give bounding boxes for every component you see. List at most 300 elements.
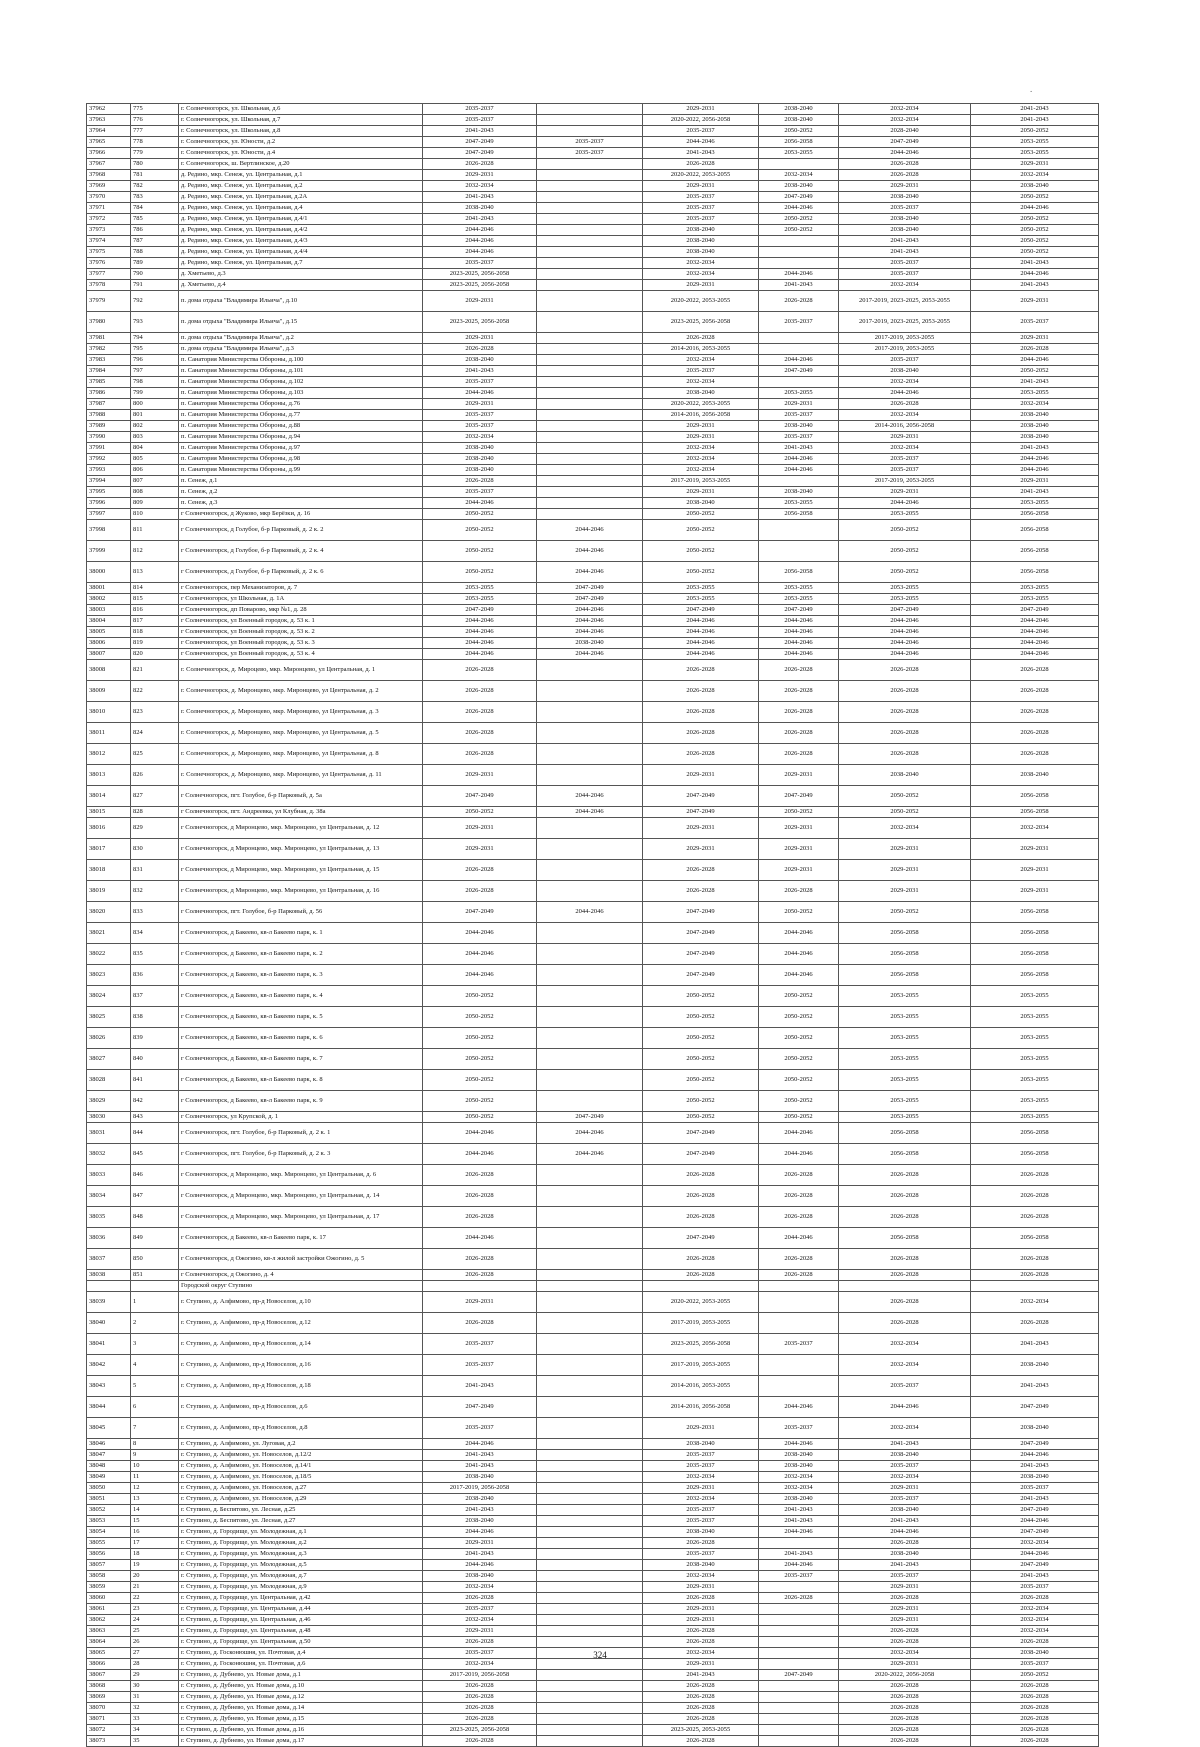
cell-period-3: 2050-2052: [643, 986, 759, 1007]
cell-period-3: 2041-2043: [643, 1670, 759, 1681]
cell-period-6: 2050-2052: [971, 126, 1099, 137]
cell-item-number: 843: [131, 1112, 179, 1123]
cell-item-number: 821: [131, 660, 179, 681]
cell-item-number: 838: [131, 1007, 179, 1028]
cell-address: п. Санатория Министерства Обороны, д.101: [179, 366, 423, 377]
cell-period-1: 2041-2043: [423, 1450, 537, 1461]
cell-period-6: 2038-2040: [971, 1418, 1099, 1439]
cell-period-5: 2053-2055: [839, 1049, 971, 1070]
cell-period-6: 2038-2040: [971, 410, 1099, 421]
cell-period-1: 2026-2028: [423, 681, 537, 702]
cell-period-6: 2044-2046: [971, 627, 1099, 638]
table-row: [87, 944, 1099, 965]
cell-period-6: 2056-2058: [971, 1228, 1099, 1249]
cell-period-6: 2056-2058: [971, 562, 1099, 583]
cell-period-3: 2029-2031: [643, 1659, 759, 1670]
cell-period-4: 2050-2052: [759, 1028, 839, 1049]
cell-row-id: 37986: [87, 388, 131, 399]
table-row: [87, 1681, 1099, 1692]
cell-address: д. Редино, мкр. Сенеж, ул. Центральная, д.4/3: [179, 236, 423, 247]
cell-period-6: 2026-2028: [971, 1703, 1099, 1714]
cell-period-2: [537, 1028, 643, 1049]
cell-address: п. Сенеж, д.2: [179, 487, 423, 498]
cell-period-2: [537, 498, 643, 509]
cell-period-4: 2041-2043: [759, 280, 839, 291]
cell-item-number: 28: [131, 1659, 179, 1670]
cell-period-1: 2047-2049: [423, 786, 537, 807]
cell-period-1: 2044-2046: [423, 247, 537, 258]
cell-period-5: 2056-2058: [839, 1123, 971, 1144]
cell-row-id: 38009: [87, 681, 131, 702]
cell-period-5: 2026-2028: [839, 1681, 971, 1692]
cell-period-3: 2020-2022, 2053-2055: [643, 1292, 759, 1313]
cell-period-6: 2038-2040: [971, 421, 1099, 432]
cell-address: г Солнечногорск, д Бакеево, кв-л Бакеево парк, к. 4: [179, 986, 423, 1007]
cell-period-5: 2026-2028: [839, 399, 971, 410]
table-row: [87, 1714, 1099, 1725]
cell-period-2: [537, 1070, 643, 1091]
cell-row-id: 38066: [87, 1659, 131, 1670]
cell-item-number: 3: [131, 1334, 179, 1355]
cell-period-5: 2029-2031: [839, 1582, 971, 1593]
cell-period-2: [537, 181, 643, 192]
cell-period-3: 2035-2037: [643, 1549, 759, 1560]
cell-period-5: 2050-2052: [839, 786, 971, 807]
cell-period-1: 2044-2046: [423, 1527, 537, 1538]
cell-period-2: [537, 881, 643, 902]
cell-period-4: 2035-2037: [759, 1571, 839, 1582]
cell-address: д. Редино, мкр. Сенеж, ул. Центральная, д.4/2: [179, 225, 423, 236]
cell-period-4: 2038-2040: [759, 115, 839, 126]
cell-row-id: 38025: [87, 1007, 131, 1028]
cell-period-5: 2056-2058: [839, 965, 971, 986]
cell-period-5: 2026-2028: [839, 1249, 971, 1270]
cell-row-id: 38070: [87, 1703, 131, 1714]
cell-period-5: 2020-2022, 2056-2058: [839, 1670, 971, 1681]
cell-item-number: 844: [131, 1123, 179, 1144]
cell-period-5: 2029-2031: [839, 860, 971, 881]
cell-period-4: [759, 520, 839, 541]
cell-address: г. Ступино, д. Алфимово, пр-д Новоселов, д.10: [179, 1292, 423, 1313]
cell-period-6: 2026-2028: [971, 1593, 1099, 1604]
cell-period-5: 2053-2055: [839, 986, 971, 1007]
cell-period-6: 2026-2028: [971, 1637, 1099, 1648]
cell-period-4: 2053-2055: [759, 148, 839, 159]
cell-period-1: 2047-2049: [423, 137, 537, 148]
cell-row-id: 37978: [87, 280, 131, 291]
cell-period-3: 2014-2016, 2053-2055: [643, 344, 759, 355]
cell-period-6: 2035-2037: [971, 1483, 1099, 1494]
cell-row-id: 38019: [87, 881, 131, 902]
cell-address: д. Хметьево, д.3: [179, 269, 423, 280]
cell-period-3: 2029-2031: [643, 1418, 759, 1439]
cell-period-6: 2032-2034: [971, 1626, 1099, 1637]
cell-period-1: 2026-2028: [423, 1207, 537, 1228]
cell-period-6: 2041-2043: [971, 1571, 1099, 1582]
cell-period-5: 2026-2028: [839, 1725, 971, 1736]
cell-period-4: 2050-2052: [759, 1049, 839, 1070]
cell-period-3: 2035-2037: [643, 1505, 759, 1516]
cell-period-1: 2038-2040: [423, 1494, 537, 1505]
table-row: [87, 214, 1099, 225]
cell-address: д. Редино, мкр. Сенеж, ул. Центральная, д.7: [179, 258, 423, 269]
cell-item-number: 826: [131, 765, 179, 786]
cell-item-number: 846: [131, 1165, 179, 1186]
cell-row-id: [87, 1281, 131, 1292]
cell-row-id: 38017: [87, 839, 131, 860]
cell-period-2: [537, 487, 643, 498]
cell-period-6: 2026-2028: [971, 702, 1099, 723]
cell-period-6: 2056-2058: [971, 807, 1099, 818]
cell-item-number: 851: [131, 1270, 179, 1281]
cell-row-id: 37973: [87, 225, 131, 236]
table-row: [87, 902, 1099, 923]
cell-period-1: 2044-2046: [423, 225, 537, 236]
cell-row-id: 37984: [87, 366, 131, 377]
cell-item-number: 782: [131, 181, 179, 192]
cell-row-id: 38059: [87, 1582, 131, 1593]
cell-item-number: 825: [131, 744, 179, 765]
cell-period-3: 2029-2031: [643, 421, 759, 432]
cell-row-id: 38034: [87, 1186, 131, 1207]
table-row: [87, 765, 1099, 786]
cell-period-3: 2050-2052: [643, 1049, 759, 1070]
cell-period-3: 2029-2031: [643, 280, 759, 291]
cell-address: п. Санатория Министерства Обороны, д.99: [179, 465, 423, 476]
cell-period-3: [643, 1281, 759, 1292]
cell-period-6: 2053-2055: [971, 148, 1099, 159]
cell-period-6: 2026-2028: [971, 1692, 1099, 1703]
cell-item-number: 31: [131, 1692, 179, 1703]
table-row: [87, 1334, 1099, 1355]
cell-period-4: 2050-2052: [759, 1007, 839, 1028]
cell-period-1: 2044-2046: [423, 616, 537, 627]
cell-address: г Солнечногорск, ул Военный городок, д. 53 к. 3: [179, 638, 423, 649]
cell-period-2: [537, 366, 643, 377]
cell-period-5: 2053-2055: [839, 594, 971, 605]
cell-period-1: 2026-2028: [423, 344, 537, 355]
cell-period-2: [537, 744, 643, 765]
cell-period-5: 2041-2043: [839, 1439, 971, 1450]
cell-row-id: 38002: [87, 594, 131, 605]
table-row: [87, 1091, 1099, 1112]
cell-period-5: 2026-2028: [839, 1270, 971, 1281]
cell-row-id: 38037: [87, 1249, 131, 1270]
cell-period-4: 2047-2049: [759, 1670, 839, 1681]
cell-period-2: [537, 258, 643, 269]
cell-period-4: [759, 1582, 839, 1593]
cell-period-6: 2032-2034: [971, 818, 1099, 839]
cell-period-2: [537, 765, 643, 786]
cell-period-3: 2029-2031: [643, 1582, 759, 1593]
cell-period-5: 2029-2031: [839, 1604, 971, 1615]
cell-period-1: 2026-2028: [423, 1593, 537, 1604]
cell-row-id: 38011: [87, 723, 131, 744]
cell-item-number: 32: [131, 1703, 179, 1714]
cell-address: г. Солнечногорск, д. Миронцево, мкр. Миронцево, ул Центральная, д. 3: [179, 702, 423, 723]
cell-period-1: [423, 1281, 537, 1292]
cell-period-1: 2026-2028: [423, 159, 537, 170]
cell-period-3: 2032-2034: [643, 1648, 759, 1659]
cell-period-2: [537, 1450, 643, 1461]
cell-item-number: 810: [131, 509, 179, 520]
table-row: [87, 344, 1099, 355]
cell-period-6: 2047-2049: [971, 1397, 1099, 1418]
cell-period-4: 2038-2040: [759, 1450, 839, 1461]
cell-row-id: 37977: [87, 269, 131, 280]
cell-period-6: 2041-2043: [971, 1494, 1099, 1505]
cell-period-3: 2047-2049: [643, 1144, 759, 1165]
cell-period-1: 2050-2052: [423, 1049, 537, 1070]
cell-item-number: 793: [131, 312, 179, 333]
cell-period-5: 2044-2046: [839, 148, 971, 159]
cell-row-id: 37972: [87, 214, 131, 225]
cell-period-2: [537, 476, 643, 487]
cell-period-6: [971, 1281, 1099, 1292]
table-row: [87, 627, 1099, 638]
cell-row-id: 38043: [87, 1376, 131, 1397]
cell-address: д. Редино, мкр. Сенеж, ул. Центральная, д.2А: [179, 192, 423, 203]
cell-period-1: 2026-2028: [423, 1637, 537, 1648]
cell-period-1: 2050-2052: [423, 986, 537, 1007]
cell-period-3: 2047-2049: [643, 1123, 759, 1144]
cell-address: г. Солнечногорск, ул. Школьная, д.7: [179, 115, 423, 126]
cell-row-id: 37969: [87, 181, 131, 192]
cell-period-2: [537, 355, 643, 366]
cell-period-1: 2041-2043: [423, 1505, 537, 1516]
cell-period-3: 2050-2052: [643, 520, 759, 541]
cell-period-5: 2029-2031: [839, 881, 971, 902]
cell-item-number: 813: [131, 562, 179, 583]
cell-address: г. Ступино, д. Городище, ул. Молодежная, д.3: [179, 1549, 423, 1560]
table-row: [87, 1670, 1099, 1681]
cell-period-2: [537, 1007, 643, 1028]
table-row: [87, 1505, 1099, 1516]
cell-period-5: 2053-2055: [839, 1112, 971, 1123]
cell-period-5: 2050-2052: [839, 541, 971, 562]
cell-period-2: [537, 1270, 643, 1281]
cell-period-2: [537, 1483, 643, 1494]
cell-row-id: 38071: [87, 1714, 131, 1725]
table-row: [87, 399, 1099, 410]
cell-period-1: 2044-2046: [423, 388, 537, 399]
table-row: [87, 1207, 1099, 1228]
cell-item-number: 799: [131, 388, 179, 399]
cell-period-3: 2035-2037: [643, 203, 759, 214]
cell-period-2: 2047-2049: [537, 594, 643, 605]
cell-period-6: 2053-2055: [971, 137, 1099, 148]
cell-period-1: 2050-2052: [423, 1070, 537, 1091]
cell-period-4: 2035-2037: [759, 432, 839, 443]
cell-address: г Солнечногорск, д Бакеево, кв-л Бакеево парк, к. 2: [179, 944, 423, 965]
cell-address: г Солнечногорск, пгт. Андреевка, ул Клубная, д. 38а: [179, 807, 423, 818]
cell-period-6: 2032-2034: [971, 1615, 1099, 1626]
cell-address: г. Солнечногорск, д. Миронцево, мкр. Миронцево, ул Центральная, д. 11: [179, 765, 423, 786]
cell-period-1: 2029-2031: [423, 1538, 537, 1549]
cell-row-id: 38024: [87, 986, 131, 1007]
table-row: [87, 181, 1099, 192]
cell-period-6: 2041-2043: [971, 258, 1099, 269]
cell-period-2: [537, 1091, 643, 1112]
cell-period-4: 2050-2052: [759, 1091, 839, 1112]
cell-address: г Солнечногорск, д Жуково, мкр Берёзки, д. 16: [179, 509, 423, 520]
cell-period-1: 2026-2028: [423, 860, 537, 881]
cell-item-number: 815: [131, 594, 179, 605]
cell-period-3: 2026-2028: [643, 881, 759, 902]
cell-period-3: 2026-2028: [643, 1186, 759, 1207]
table-row: [87, 509, 1099, 520]
cell-period-4: 2026-2028: [759, 1593, 839, 1604]
cell-period-3: 2029-2031: [643, 839, 759, 860]
cell-period-5: 2053-2055: [839, 1091, 971, 1112]
cell-period-1: 2029-2031: [423, 765, 537, 786]
cell-period-1: 2026-2028: [423, 702, 537, 723]
cell-period-6: 2047-2049: [971, 1560, 1099, 1571]
cell-period-6: 2035-2037: [971, 312, 1099, 333]
cell-item-number: 12: [131, 1483, 179, 1494]
cell-address: г Солнечногорск, д Бакеево, кв-л Бакеево парк, к. 8: [179, 1070, 423, 1091]
cell-period-1: 2026-2028: [423, 1270, 537, 1281]
cell-period-3: 2032-2034: [643, 454, 759, 465]
cell-period-4: 2029-2031: [759, 860, 839, 881]
cell-period-3: 2050-2052: [643, 509, 759, 520]
cell-period-5: 2026-2028: [839, 1714, 971, 1725]
cell-period-1: 2029-2031: [423, 818, 537, 839]
cell-period-4: [759, 333, 839, 344]
cell-period-5: 2026-2028: [839, 1165, 971, 1186]
cell-period-5: 2044-2046: [839, 627, 971, 638]
cell-item-number: [131, 1281, 179, 1292]
table-row: [87, 1281, 1099, 1292]
cell-period-5: 2053-2055: [839, 509, 971, 520]
cell-row-id: 38022: [87, 944, 131, 965]
cell-item-number: 792: [131, 291, 179, 312]
cell-period-6: 2026-2028: [971, 1313, 1099, 1334]
cell-row-id: 37988: [87, 410, 131, 421]
cell-period-2: [537, 509, 643, 520]
cell-period-1: 2041-2043: [423, 1461, 537, 1472]
cell-row-id: 37963: [87, 115, 131, 126]
cell-row-id: 38069: [87, 1692, 131, 1703]
cell-row-id: 38052: [87, 1505, 131, 1516]
cell-row-id: 38051: [87, 1494, 131, 1505]
cell-item-number: 20: [131, 1571, 179, 1582]
cell-period-4: 2050-2052: [759, 1070, 839, 1091]
cell-period-6: 2047-2049: [971, 605, 1099, 616]
cell-period-2: [537, 104, 643, 115]
cell-period-5: 2026-2028: [839, 159, 971, 170]
cell-period-2: 2047-2049: [537, 583, 643, 594]
cell-period-6: 2038-2040: [971, 1472, 1099, 1483]
cell-period-5: 2029-2031: [839, 487, 971, 498]
cell-address: г. Ступино, д. Дубнево, ул. Новые дома, д.10: [179, 1681, 423, 1692]
cell-address: г. Ступино, д. Алфимово, пр-д Новоселов, д.12: [179, 1313, 423, 1334]
cell-period-3: 2047-2049: [643, 786, 759, 807]
cell-period-6: 2038-2040: [971, 765, 1099, 786]
cell-address: г Солнечногорск, ул Школьная, д. 1А: [179, 594, 423, 605]
cell-period-6: 2032-2034: [971, 170, 1099, 181]
table-row: [87, 1736, 1099, 1747]
cell-address: г. Солнечногорск, д. Миронцево, мкр. Миронцево, ул Центральная, д. 2: [179, 681, 423, 702]
corner-mark: .: [1030, 84, 1033, 94]
cell-period-2: [537, 1355, 643, 1376]
cell-address: п. дома отдыха "Владимира Ильича", д.2: [179, 333, 423, 344]
cell-period-4: 2044-2046: [759, 638, 839, 649]
cell-period-5: 2038-2040: [839, 1505, 971, 1516]
cell-period-2: [537, 944, 643, 965]
cell-row-id: 38023: [87, 965, 131, 986]
cell-period-4: [759, 1376, 839, 1397]
cell-address: п. Санатория Министерства Обороны, д.102: [179, 377, 423, 388]
cell-period-6: 2035-2037: [971, 1659, 1099, 1670]
cell-period-6: 2029-2031: [971, 476, 1099, 487]
cell-period-1: 2044-2046: [423, 638, 537, 649]
cell-period-1: 2050-2052: [423, 807, 537, 818]
cell-period-5: 2038-2040: [839, 1450, 971, 1461]
table-row: [87, 616, 1099, 627]
cell-period-2: [537, 1505, 643, 1516]
table-row: [87, 605, 1099, 616]
cell-row-id: 37971: [87, 203, 131, 214]
cell-period-3: 2026-2028: [643, 660, 759, 681]
cell-period-6: 2038-2040: [971, 432, 1099, 443]
cell-item-number: 16: [131, 1527, 179, 1538]
table-row: [87, 1582, 1099, 1593]
cell-period-5: 2038-2040: [839, 366, 971, 377]
cell-address: г. Ступино, д. Дубнево, ул. Новые дома, д.14: [179, 1703, 423, 1714]
cell-row-id: 37970: [87, 192, 131, 203]
cell-period-4: 2032-2034: [759, 170, 839, 181]
cell-address: г. Ступино, д. Дубнево, ул. Новые дома, д.1: [179, 1670, 423, 1681]
cell-period-6: 2053-2055: [971, 1070, 1099, 1091]
cell-period-2: [537, 192, 643, 203]
cell-period-6: 2056-2058: [971, 1123, 1099, 1144]
table-row: [87, 1292, 1099, 1313]
cell-address: г Солнечногорск, ул Военный городок, д. 53 к. 2: [179, 627, 423, 638]
cell-address: г Солнечногорск, пгт. Голубое, б-р Парковый, д. 5а: [179, 786, 423, 807]
cell-period-2: [537, 399, 643, 410]
cell-period-2: [537, 1397, 643, 1418]
cell-address: Городской округ Ступино: [179, 1281, 423, 1292]
cell-period-6: 2056-2058: [971, 965, 1099, 986]
cell-period-4: 2026-2028: [759, 881, 839, 902]
cell-period-4: 2050-2052: [759, 126, 839, 137]
cell-period-3: 2023-2025, 2056-2058: [643, 312, 759, 333]
cell-period-2: [537, 410, 643, 421]
cell-row-id: 37987: [87, 399, 131, 410]
cell-period-3: 2032-2034: [643, 443, 759, 454]
cell-period-4: 2041-2043: [759, 1505, 839, 1516]
cell-period-1: 2023-2025, 2056-2058: [423, 312, 537, 333]
cell-period-2: [537, 1714, 643, 1725]
cell-period-2: [537, 312, 643, 333]
cell-period-6: 2041-2043: [971, 443, 1099, 454]
cell-period-5: 2035-2037: [839, 203, 971, 214]
cell-period-5: 2044-2046: [839, 616, 971, 627]
cell-period-5: 2035-2037: [839, 1494, 971, 1505]
cell-item-number: 26: [131, 1637, 179, 1648]
cell-row-id: 38065: [87, 1648, 131, 1659]
cell-period-1: 2023-2025, 2056-2058: [423, 280, 537, 291]
cell-row-id: 37985: [87, 377, 131, 388]
cell-address: г Солнечногорск, д Миронцево, мкр. Миронцево, ул Центральная, д. 16: [179, 881, 423, 902]
table-row: [87, 366, 1099, 377]
cell-period-2: 2044-2046: [537, 649, 643, 660]
cell-address: г. Ступино, д. Дубнево, ул. Новые дома, д.15: [179, 1714, 423, 1725]
cell-row-id: 38004: [87, 616, 131, 627]
cell-item-number: 803: [131, 432, 179, 443]
cell-period-4: 2044-2046: [759, 923, 839, 944]
